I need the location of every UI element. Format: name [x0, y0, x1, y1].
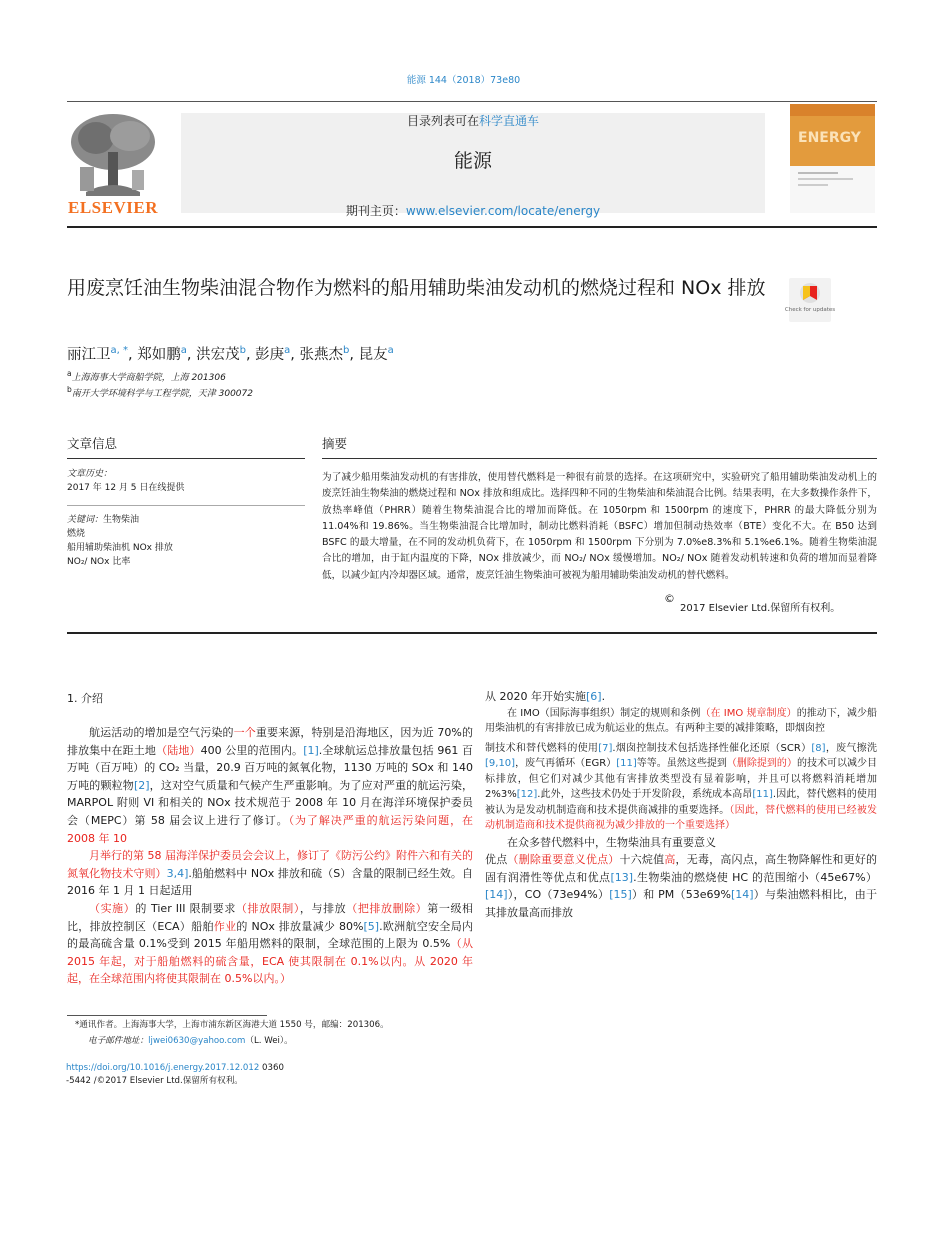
article-info-heading: 文章信息 — [67, 436, 118, 451]
copyright-notice: 2017 Elsevier Ltd.保留所有权利。 — [680, 603, 841, 614]
edit-annotation: （因此，替代燃料的使用已经被发动机制造商和技术提供商视为减少排放的一个重要选择） — [485, 804, 878, 832]
edit-annotation: 一个 — [233, 726, 256, 739]
paragraph — [67, 847, 473, 900]
header-rule — [67, 101, 877, 102]
left-column-text — [67, 724, 473, 988]
text-run: 在众多替代燃料中，生物柴油具有重要意义 — [507, 835, 716, 849]
text-run: ，无毒，高闪点，高生物降解性和更好的固有润滑性等优点和优点 — [485, 853, 878, 884]
copyright-symbol: © — [664, 592, 675, 605]
keyword: 船用辅助柴油机 NOx 排放 — [67, 543, 173, 553]
contents-line — [181, 112, 765, 129]
author-name[interactable]: 郑如鹏 — [137, 347, 181, 363]
author-affiliation-marker[interactable]: b — [343, 345, 350, 357]
text-run: .全球航运总排放量包括 961 百万吨（百万吨）的 CO₂ 当量，20.9 百万吨的氮氧化物，1130 万吨的 SOx 和 140 万吨的颗粒物 — [67, 743, 474, 792]
paragraph — [485, 834, 877, 852]
cover-title: ENERGY — [798, 130, 861, 146]
text-run: 从 2020 年开始实施 — [485, 690, 586, 703]
citation-link[interactable]: [11] — [616, 758, 637, 770]
doi-link[interactable]: https://doi.org/10.1016/j.energy.2017.12.012 — [66, 1063, 260, 1073]
edit-annotation: （为了解决严重的航运污染问题，在 2008 年 10 — [67, 813, 474, 845]
email-link[interactable]: ljwei0630@yahoo.com — [148, 1036, 246, 1046]
edit-annotation: （删除提到的） — [726, 758, 797, 770]
text-run: 制技术和替代燃料的使用 — [485, 742, 599, 754]
edit-annotation: （从 2015 年起，对于船舶燃料的硫含量，ECA 使其限制在 0.1%以内。从 2020 年起，在全球范围内将使其限制在 0.5%以内。） — [67, 937, 474, 986]
homepage-link[interactable]: www.elsevier.com/locate/energy — [405, 204, 601, 218]
journal-cover-image — [788, 104, 875, 213]
keyword: 生物柴油 — [103, 515, 140, 525]
email-note — [88, 1034, 293, 1048]
corresponding-author-note: *通讯作者。上海海事大学，上海市浦东新区海港大道 1550 号，邮编：201306。 — [75, 1020, 389, 1030]
text-run: ）和 PM（53e69% — [631, 888, 731, 902]
citation-link[interactable]: [13] — [610, 870, 634, 884]
email-suffix: （L. Wei）。 — [245, 1036, 293, 1046]
text-run: 重要来源，特别是沿海地区，因为近 70%的排放集中在距土地 — [67, 726, 473, 757]
edit-annotation: （在 IMO 规章制度） — [700, 707, 797, 719]
abstract-text: 为了减少船用柴油发动机的有害排放，使用替代燃料是一种很有前景的选择。在这项研究中，实验研究了船用辅助柴油发动机上的废烹饪油生物柴油的燃烧过程和 NOx 排放和组成比。选择四种不同的生物柴油和柴油混合比例。结果表明，在大多数操作条件下，放热率峰值（PHRR）随着生物柴油混合比的增加而降低。在 1050rpm 和 1500rpm 的速度下，PHRR 的最大降低分别为 11.04%和 19.86%。当生物柴油混合比增加时，制动比燃料消耗（BSFC）增加但制动热效率（BTE）变化不大。在 B50 达到 BSFC 的最大增量，在不同的发动机负荷下，在 1050rpm 和 1500rpm 下分别为 7.0%e8.3%和 5.1%e6.1%。随着生物柴油混合比的增加，由于缸内温度的下降，NOx 排放减少，而 NO₂/ NOx 缓慢增加。NO₂/ NOx 随着发动机转速和负荷的增加而显着降低，以减少缸内冷却器区域。通常，废烹饪油生物柴油可被视为船用辅助柴油发动机的替代燃料。 — [322, 472, 877, 581]
abstract-bottom-rule — [67, 632, 877, 634]
affiliation-text: 南开大学环境科学与工程学院，天津 300072 — [71, 389, 253, 399]
edit-annotation: 月举行的第 58 届海洋保护委员会会议上，修订了《防污公约》附件六和有关的氮氧化物技术守则） — [67, 849, 473, 880]
author-name[interactable]: 洪宏茂 — [196, 347, 240, 363]
text-run: ，这对空气质量和气候产生严重影响。为了应对严重的航运污染，MARPOL 附则 VI 和相关的 NOx 技术规范于 2008 年 10 月在海洋环境保护委员会（MEPC）第 58 届会议上进行了修订。 — [67, 778, 474, 827]
text-run: . — [601, 690, 606, 703]
text-run: 优点 — [485, 853, 508, 867]
citation-link[interactable]: [15] — [609, 888, 632, 902]
text-run: 的 Tier III 限制要求 — [135, 901, 236, 915]
keyword: 燃烧 — [67, 529, 86, 539]
abstract-rule — [322, 458, 877, 459]
citation-link[interactable]: [5] — [363, 919, 380, 933]
history-label: 文章历史： — [67, 469, 113, 479]
paragraph — [67, 900, 473, 988]
sciencedirect-link[interactable]: 科学直通车 — [479, 114, 540, 128]
edit-annotation: （实施） — [89, 901, 136, 915]
author-name[interactable]: 彭庚 — [255, 347, 285, 363]
text-run: .因此，替代燃料的使用被认为是发动机制造商和技术提供商减排的重要选择。 — [485, 789, 877, 816]
right-column-text — [485, 688, 877, 922]
doi-block — [66, 1062, 284, 1088]
edit-annotation: （删除重要意义优点） — [507, 853, 620, 867]
author-name[interactable]: 丽江卫 — [67, 347, 111, 363]
citation-link[interactable]: [14] — [730, 888, 754, 902]
edit-annotation: （排放限制） — [235, 901, 300, 915]
text-run: 的推动下，减少船用柴油机的有害排放已成为航运业的焦点。有两种主要的减排策略，即烟囱控 — [485, 707, 877, 735]
affiliation-text: 上海海事大学商船学院，上海 201306 — [71, 373, 226, 383]
info-rule — [67, 505, 305, 506]
edit-annotation: 高 — [664, 853, 676, 867]
journal-name: 能源 — [453, 150, 492, 172]
citation-link[interactable]: [12] — [516, 789, 538, 801]
text-run: ，与排放 — [299, 901, 347, 915]
paragraph — [485, 851, 877, 921]
citation-link[interactable]: 3,4] — [166, 866, 189, 880]
citation-link[interactable]: [11] — [752, 789, 773, 801]
edit-annotation: （把排放删除） — [346, 901, 428, 915]
citation-link[interactable]: [6] — [586, 690, 602, 703]
affiliation-key: b — [67, 385, 72, 394]
paragraph — [67, 724, 473, 847]
keyword: NO₂/ NOx 比率 — [67, 557, 131, 567]
citation-link[interactable]: [2] — [133, 778, 150, 792]
keywords-label: 关键词： — [67, 515, 104, 525]
article-history — [67, 467, 184, 495]
history-value: 2017 年 12 月 5 日在线提供 — [67, 483, 185, 493]
abstract-heading: 摘要 — [322, 436, 348, 451]
paragraph — [485, 706, 877, 737]
author-affiliation-marker[interactable]: a — [284, 345, 291, 357]
article-title: 用废烹饪油生物柴油混合物作为燃料的船用辅助柴油发动机的燃烧过程和 NOx 排放 — [67, 277, 766, 299]
homepage-line — [181, 202, 765, 219]
journal-reference[interactable]: 能源 144（2018）73e80 — [406, 75, 521, 86]
author-affiliation-marker[interactable]: a — [180, 345, 187, 357]
text-run: ，废气再循环（EGR） — [515, 758, 617, 770]
badge-text: Check for updates — [784, 307, 836, 313]
edit-annotation: 作业 — [213, 919, 237, 933]
text-run: 等等。虽然这些提到 — [636, 758, 727, 770]
author-affiliation-marker[interactable]: a — [387, 345, 394, 357]
affiliation-b — [67, 385, 253, 399]
author-name[interactable]: 张燕杰 — [299, 347, 344, 363]
contents-prefix: 目录列表可在 — [406, 114, 479, 128]
footnote-rule — [67, 1015, 267, 1016]
text-run: ，废气擦洗 — [825, 742, 878, 754]
text-run: .船舶燃料中 NOx 排放和硫（S）含量的限制已经生效。自 2016 年 1 月 1 日起适用 — [67, 866, 474, 898]
text-run: .此外，这些技术仍处于开发阶段，系统成本高昂 — [537, 789, 753, 801]
text-run: 航运活动的增加是空气污染的 — [89, 726, 234, 739]
check-for-updates-badge[interactable] — [784, 278, 836, 322]
issn-copyright: -5442 /©2017 Elsevier Ltd.保留所有权利。 — [66, 1076, 243, 1086]
edit-annotation: （陆地） — [156, 743, 201, 757]
citation-link[interactable]: [7] — [598, 742, 613, 754]
text-run: 在 IMO（国际海事组织）制定的规则和条例 — [507, 707, 701, 719]
citation-link[interactable]: [9,10] — [485, 758, 516, 770]
citation-link[interactable]: [8] — [811, 742, 826, 754]
citation-link[interactable]: [14] — [485, 888, 508, 902]
text-run: .烟囱控制技术包括选择性催化还原（SCR） — [612, 742, 812, 754]
email-label: 电子邮件地址： — [88, 1036, 149, 1046]
text-run: 400 公里的范围内。 — [200, 743, 304, 757]
header-rule-bottom — [67, 226, 877, 228]
info-rule — [67, 458, 305, 459]
paragraph — [485, 688, 877, 706]
text-run: ），CO（73e94%） — [507, 888, 610, 902]
keywords-block — [67, 513, 173, 569]
text-run: 的技术可以减少目标排放，但它们对减少其他有害排放类型没有显着影响，并且可以将燃料消耗增加 2%3% — [485, 758, 878, 801]
text-run: .欧洲航空安全局内的最高硫含量 0.1%受到 2015 年船用燃料的限制，全球范围的上限为 0.5% — [67, 919, 474, 951]
citation-link[interactable]: [1] — [303, 743, 319, 757]
issn-prefix: 0360 — [259, 1063, 284, 1073]
homepage-prefix: 期刊主页： — [345, 204, 406, 218]
text-run: ）与柴油燃料相比，由于其排放量高而排放 — [485, 888, 877, 919]
author-name[interactable]: 昆友 — [358, 347, 388, 363]
text-run: 第一级相比，排放控制区（ECA）船舶 — [67, 901, 474, 933]
elsevier-wordmark: ELSEVIER — [68, 198, 158, 217]
text-run: .生物柴油的燃烧使 HC 的范围缩小（45e67%） — [633, 870, 878, 884]
text-run: 的 NOx 排放量减少 80% — [236, 919, 364, 933]
author-affiliation-marker[interactable]: b — [239, 345, 246, 357]
affiliation-a — [67, 369, 226, 383]
author-affiliation-marker[interactable]: a, * — [110, 345, 128, 357]
section-heading: 1. 介绍 — [67, 692, 103, 705]
text-run: 十六烷值 — [619, 853, 665, 867]
paragraph — [485, 741, 877, 834]
author-list: 丽江卫$^{a, *}$, 郑如鹏$^a$, 洪宏茂$^b$, 彭庚$^a$, 张燕杰$^b$, 昆友$^a$ — [67, 345, 394, 363]
affiliation-key: a — [67, 369, 72, 378]
